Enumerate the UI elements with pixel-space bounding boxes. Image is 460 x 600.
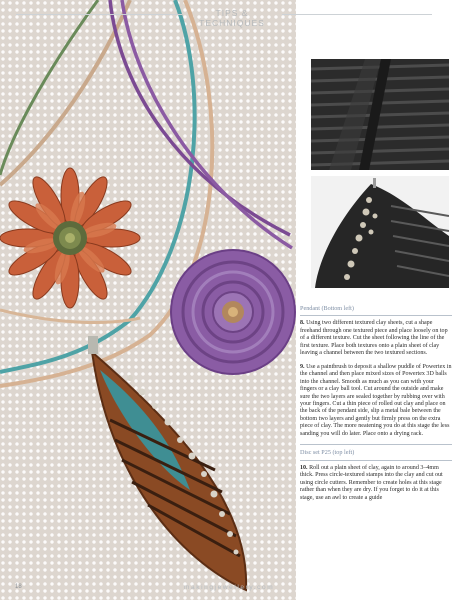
disc-pendant (171, 250, 295, 374)
header-rule-left (16, 14, 182, 15)
step-9-text: Use a paintbrush to deposit a shallow puddle of Powertex in the channel and then place mixed sizes of Powertex 3D balls into the channel. Smooth as much as you can with your fingers or a clay ball tool. Cut around the outside and make sure the two layers are sealed together by rubbing over with your fingers. Cut a thin piece of rolled out clay and place on the back of the pendant side, slip a metal bale between the bottom two layers and gently but firmly press on the extra piece of clay. The more neatening you do at this stage the less sanding you will do later. Place onto a drying rack. (300, 363, 452, 437)
step-8 (300, 320, 452, 357)
step-photo-texture (311, 59, 449, 170)
step-10-text: Roll out a plain sheet of clay, again to around 3–4mm thick. Press circle-textured stamps into the clay and cut out using circle cutters. Remember to create holes at this stage rather than when they are dry. If you forget to do it at this stage, use an awl to create a guide (300, 464, 443, 501)
page-number: 18 (15, 584, 22, 590)
instructions-column (300, 305, 452, 508)
section-rule (300, 460, 452, 461)
step-9-number: 9. (300, 363, 305, 370)
section-title-disc: Disc set P25 (top left) (300, 449, 355, 457)
step-10-number: 10. (300, 464, 308, 471)
step-10 (300, 465, 452, 502)
header-title: TIPS & TECHNIQUES (199, 8, 265, 28)
section-rule (300, 444, 452, 445)
step-photo-assembled (311, 176, 449, 288)
flower-pendant (0, 168, 140, 308)
section-rule (300, 315, 452, 316)
step-8-number: 8. (300, 320, 305, 327)
step-9 (300, 364, 452, 439)
step-8-text: Using two different textured clay sheets, cut a shape freehand through one textured piece and place loosely on top of a different texture. Cut the sheet following the line of the first texture. Place both textures onto a plain sheet of clay leaving a channel between the two textured sections. (300, 320, 448, 357)
section-title-pendant: Pendant (Bottom left) (300, 305, 354, 312)
site-url: makingjewellery.com (184, 584, 275, 591)
header-rule-right (282, 14, 432, 15)
